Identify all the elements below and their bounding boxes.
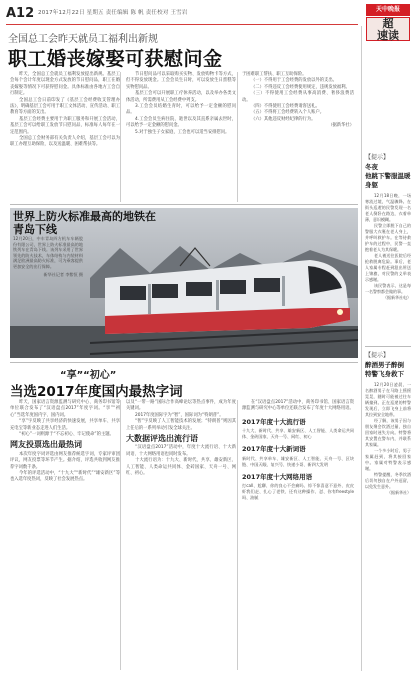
lead-paragraph: 全国总工会财务部有关负责人介绍，基层工会可以为职工办理互助保险，以及送温暖、困难帮扶等。 [10, 136, 120, 148]
section-rule [365, 346, 411, 347]
lead-column-1 [10, 72, 120, 149]
words-subheadline: “享”“初心” [60, 370, 117, 381]
lead-paragraph: 全国总工会日前印发了《基层工会经费收支管理办法》，明确基层工会可用于职工文体活动、宣传活动、职工教育等方面的支出。 [10, 97, 120, 116]
photo-caption [13, 236, 83, 277]
lead-paragraph: （二）不得违反工会经费使用规定，违规发放福利。 [251, 84, 350, 90]
lead-column-3 [242, 72, 354, 130]
words-paragraph: “享”字反映了共享经济的快速发展，共享单车、共享充电宝等新业态走进人们生活。 [10, 419, 120, 431]
column-divider [120, 72, 121, 202]
words-paragraph: 在“汉语盘点2017”活动中，商务印书馆、国家语言资源监测与研究中心等单位还联合发布了年度十大网络用语。 [242, 400, 354, 412]
story-paragraph: 一个多小时后，男子家属赶到，将其接回家中。家属对特警表示感谢。 [365, 448, 411, 471]
photo-author: 新华社记者 李紫恒 摄 [43, 271, 83, 277]
lead-paragraph: 3.工会会员结婚生育时，可以给予一定金额的慰问品。 [126, 104, 236, 116]
list-title-new-words: 2017年度十大新词语 [242, 445, 306, 454]
lead-paragraph: （六）其他违反财经纪律的行为。 [251, 116, 316, 122]
header-rule [6, 24, 358, 25]
story-paragraph: 老人被送往医院后经抢救脱离危险。事后，老人家属专程赶到派出所送上锦旗，对民警的义举表示感谢。 [365, 253, 411, 282]
list-new-words: 新时代、共享单车、雄安新区、人工智能、天舟一号、区块链、中国天眼、复兴号、快递小哥、新四大发明 [242, 455, 354, 467]
lead-paragraph: 5.对于独生子女家庭，工会也可以适当安排慰问。 [135, 129, 230, 135]
logo-paper-name: 天中晚报 [366, 4, 410, 16]
story-paragraph: 特警提醒，冬季饮酒后切勿独自在户外逗留，以免发生意外。 [365, 472, 411, 489]
story-paragraph: 民警立即脱下自己的警服大衣裹在老人身上，并呼叫救护车。在等待救护车的过程中，民警一直抱着老人为其保暖。 [365, 223, 411, 252]
lead-paragraph: 基层工会经费主要用于为职工服务和开展工会活动，基层工会可以给职工发放节日慰问品，标准每人每年在一定范围内。 [10, 116, 120, 135]
lead-subheadline: 全国总工会昨天就员工福利出新规 [8, 34, 158, 45]
logo-line1: 超 [382, 17, 394, 30]
page-number: A12 [6, 6, 35, 21]
lead-paragraph: 基层工会可以开展职工疗休养活动，以及举办各类文体活动，所需费用从工会经费中列支。 [126, 91, 236, 103]
story-paragraph: 12月20日凌晨，一名醉酒男子在马路上摇摇晃晃，随时可能被过往车辆撞到。正在巡逻的特警发现后，立即飞身上前将其拉到安全地带。 [365, 382, 411, 417]
words-paragraph: 2017年度国际字为“智”，国际词为“特朗普”。 [135, 412, 224, 418]
story-source: （据新华社电） [383, 295, 411, 300]
story-body [365, 193, 411, 301]
words-paragraph: “汉语盘点2017”活动中，年度十大流行语、十大新词语、十大网络用语也同时发布。 [126, 445, 236, 457]
words-subhead-bigdata: 大数据评选出流行语 [126, 434, 198, 444]
words-paragraph: “智”字反映了人工智能技术的发展；“特朗普”则因其上任后的一系列举动引发全球关注。 [126, 419, 236, 431]
lead-paragraph: （四）不得使用工会经费请客送礼。 [251, 104, 320, 110]
words-column-1 [10, 400, 120, 484]
words-column-3 [242, 400, 354, 501]
lead-paragraph: 节日慰问品可以采取购买实物、发放购物卡等方式，但不得发放现金。工会会员生日时，可以发放生日蛋糕等实物慰问品。 [126, 72, 236, 90]
list-title-popular: 2017年度十大流行语 [242, 417, 306, 426]
story-paragraph: 经了解，该男子因与朋友聚会饮酒过量，独自回家时迷失方向。特警将其安置在警车内，并联系其家属。 [365, 418, 411, 447]
issue-meta: 2017年12月22日 星期五 责任编辑 陈 帆 责任校对 王雪岩 [38, 10, 188, 16]
story-body [365, 382, 411, 496]
words-paragraph: 昨天，国家语言资源监测与研究中心、商务印书馆等单位联合发布了“汉语盘点2017”年度字词。“享”“初心”当选年度国内字、国内词。 [10, 400, 120, 418]
lead-paragraph: 昨天，全国总工会就员工福利发放提出新规。基层工会每个会计年度以现金方式发放的节日慰问品，职工在婚丧嫁娶等情况下可获得慰问金。具体标准由各地方工会自行制定。 [10, 72, 120, 97]
words-paragraph: 本次年度字词评选由网友推荐候选字词，专家评审团评议，网友投票等环节产生。据介绍，评选共收到网友推荐字词数千条。 [10, 451, 120, 470]
lead-paragraph: 于困难职工帮扶、职工互助保险。 [242, 72, 307, 77]
words-paragraph: 十大流行语为：十九大、新时代、共享、雄安新区、人工智能、人类命运共同体、金砖国家、天舟一号、网红、初心。 [126, 458, 236, 477]
photo-caption-text: 12月20日，中车青岛四方机车车辆股份有限公司，世界上防火标准最高的地铁列车在青岛下线。该列车采用了世界领先的防火技术，车体结构与内装材料满足欧洲最高防火标准，可为乘客提供更加安全的出行保障。 [13, 236, 83, 269]
lead-paragraph: 4.工会会员生病住院、逝世以及其直系亲属去世时，可以给予一定金额的慰问金。 [126, 116, 236, 129]
story-paragraph: 12月18日晚，一场寒流过境，气温骤降。在街头巡逻的民警发现一名老人倒卧在路边，衣着单薄，意识模糊。 [365, 193, 411, 222]
logo-line2: 速读 [377, 29, 399, 42]
right-story-1 [365, 152, 411, 301]
story-tag: 【提示】 [365, 352, 390, 359]
list-title-internet: 2017年度十大网络用语 [242, 472, 313, 481]
photo-title: 世界上防火标准最高的地铁在青岛下线 [13, 210, 156, 236]
column-divider [361, 26, 362, 671]
lead-headline: 职工婚丧嫁娶可获慰问金 [8, 48, 223, 70]
column-divider [120, 400, 121, 670]
lead-column-2 [126, 72, 236, 136]
story-headline: 冬夜 他跳下警服温暖身躯 [365, 163, 411, 189]
words-paragraph: “初心”一词则源于“不忘初心、牢记使命”的主题。 [19, 432, 114, 438]
section-rule [10, 362, 358, 363]
right-story-2 [365, 350, 411, 496]
lead-paragraph: （三）不得使用工会经费从事高消费、奢侈浪费活动。 [242, 91, 354, 103]
words-paragraph: 今年的评选活动中，“十九大”“新时代”“雄安新区”等也入选年度热词，反映了社会发展热点。 [10, 471, 120, 483]
section-rule [10, 204, 358, 205]
lead-source: （据新华社） [328, 123, 354, 129]
logo-section-box [366, 17, 410, 41]
story-paragraph: 该民警表示，这是每一名警察都会做的事。 [365, 283, 411, 294]
column-divider [237, 72, 238, 202]
list-internet-words: 打call、尬聊、你的良心不会痛吗、惊不惊喜意不意外、皮皮虾我们走、扎心了老铁、还有这种操作、怼、你有freestyle吗、油腻 [242, 483, 354, 501]
words-subhead-vote: 网友投票选出最热词 [10, 440, 82, 450]
words-column-2 [126, 400, 236, 477]
words-paragraph: 以及“一带一路”国际合作高峰论坛等热点事件，成为年度关键词。 [126, 400, 236, 412]
column-divider [237, 400, 238, 670]
lead-paragraph: （一）不得用于工会经费的发放以外的支出。 [251, 78, 337, 84]
story-tag: 【提示】 [365, 154, 390, 161]
section-logo [366, 4, 410, 42]
list-popular-phrases: 十九大、新时代、共享、雄安新区、人工智能、人类命运共同体、金砖国家、天舟一号、网红、初心 [242, 428, 354, 440]
story-headline: 醉酒男子醉倒 特警飞身救下 [365, 361, 404, 378]
words-headline: 当选2017年度国内最热字词 [10, 384, 183, 400]
lead-paragraph: （五）不得将工会经费转入个人账户。 [251, 110, 325, 116]
story-source: （据新华社） [387, 490, 411, 495]
